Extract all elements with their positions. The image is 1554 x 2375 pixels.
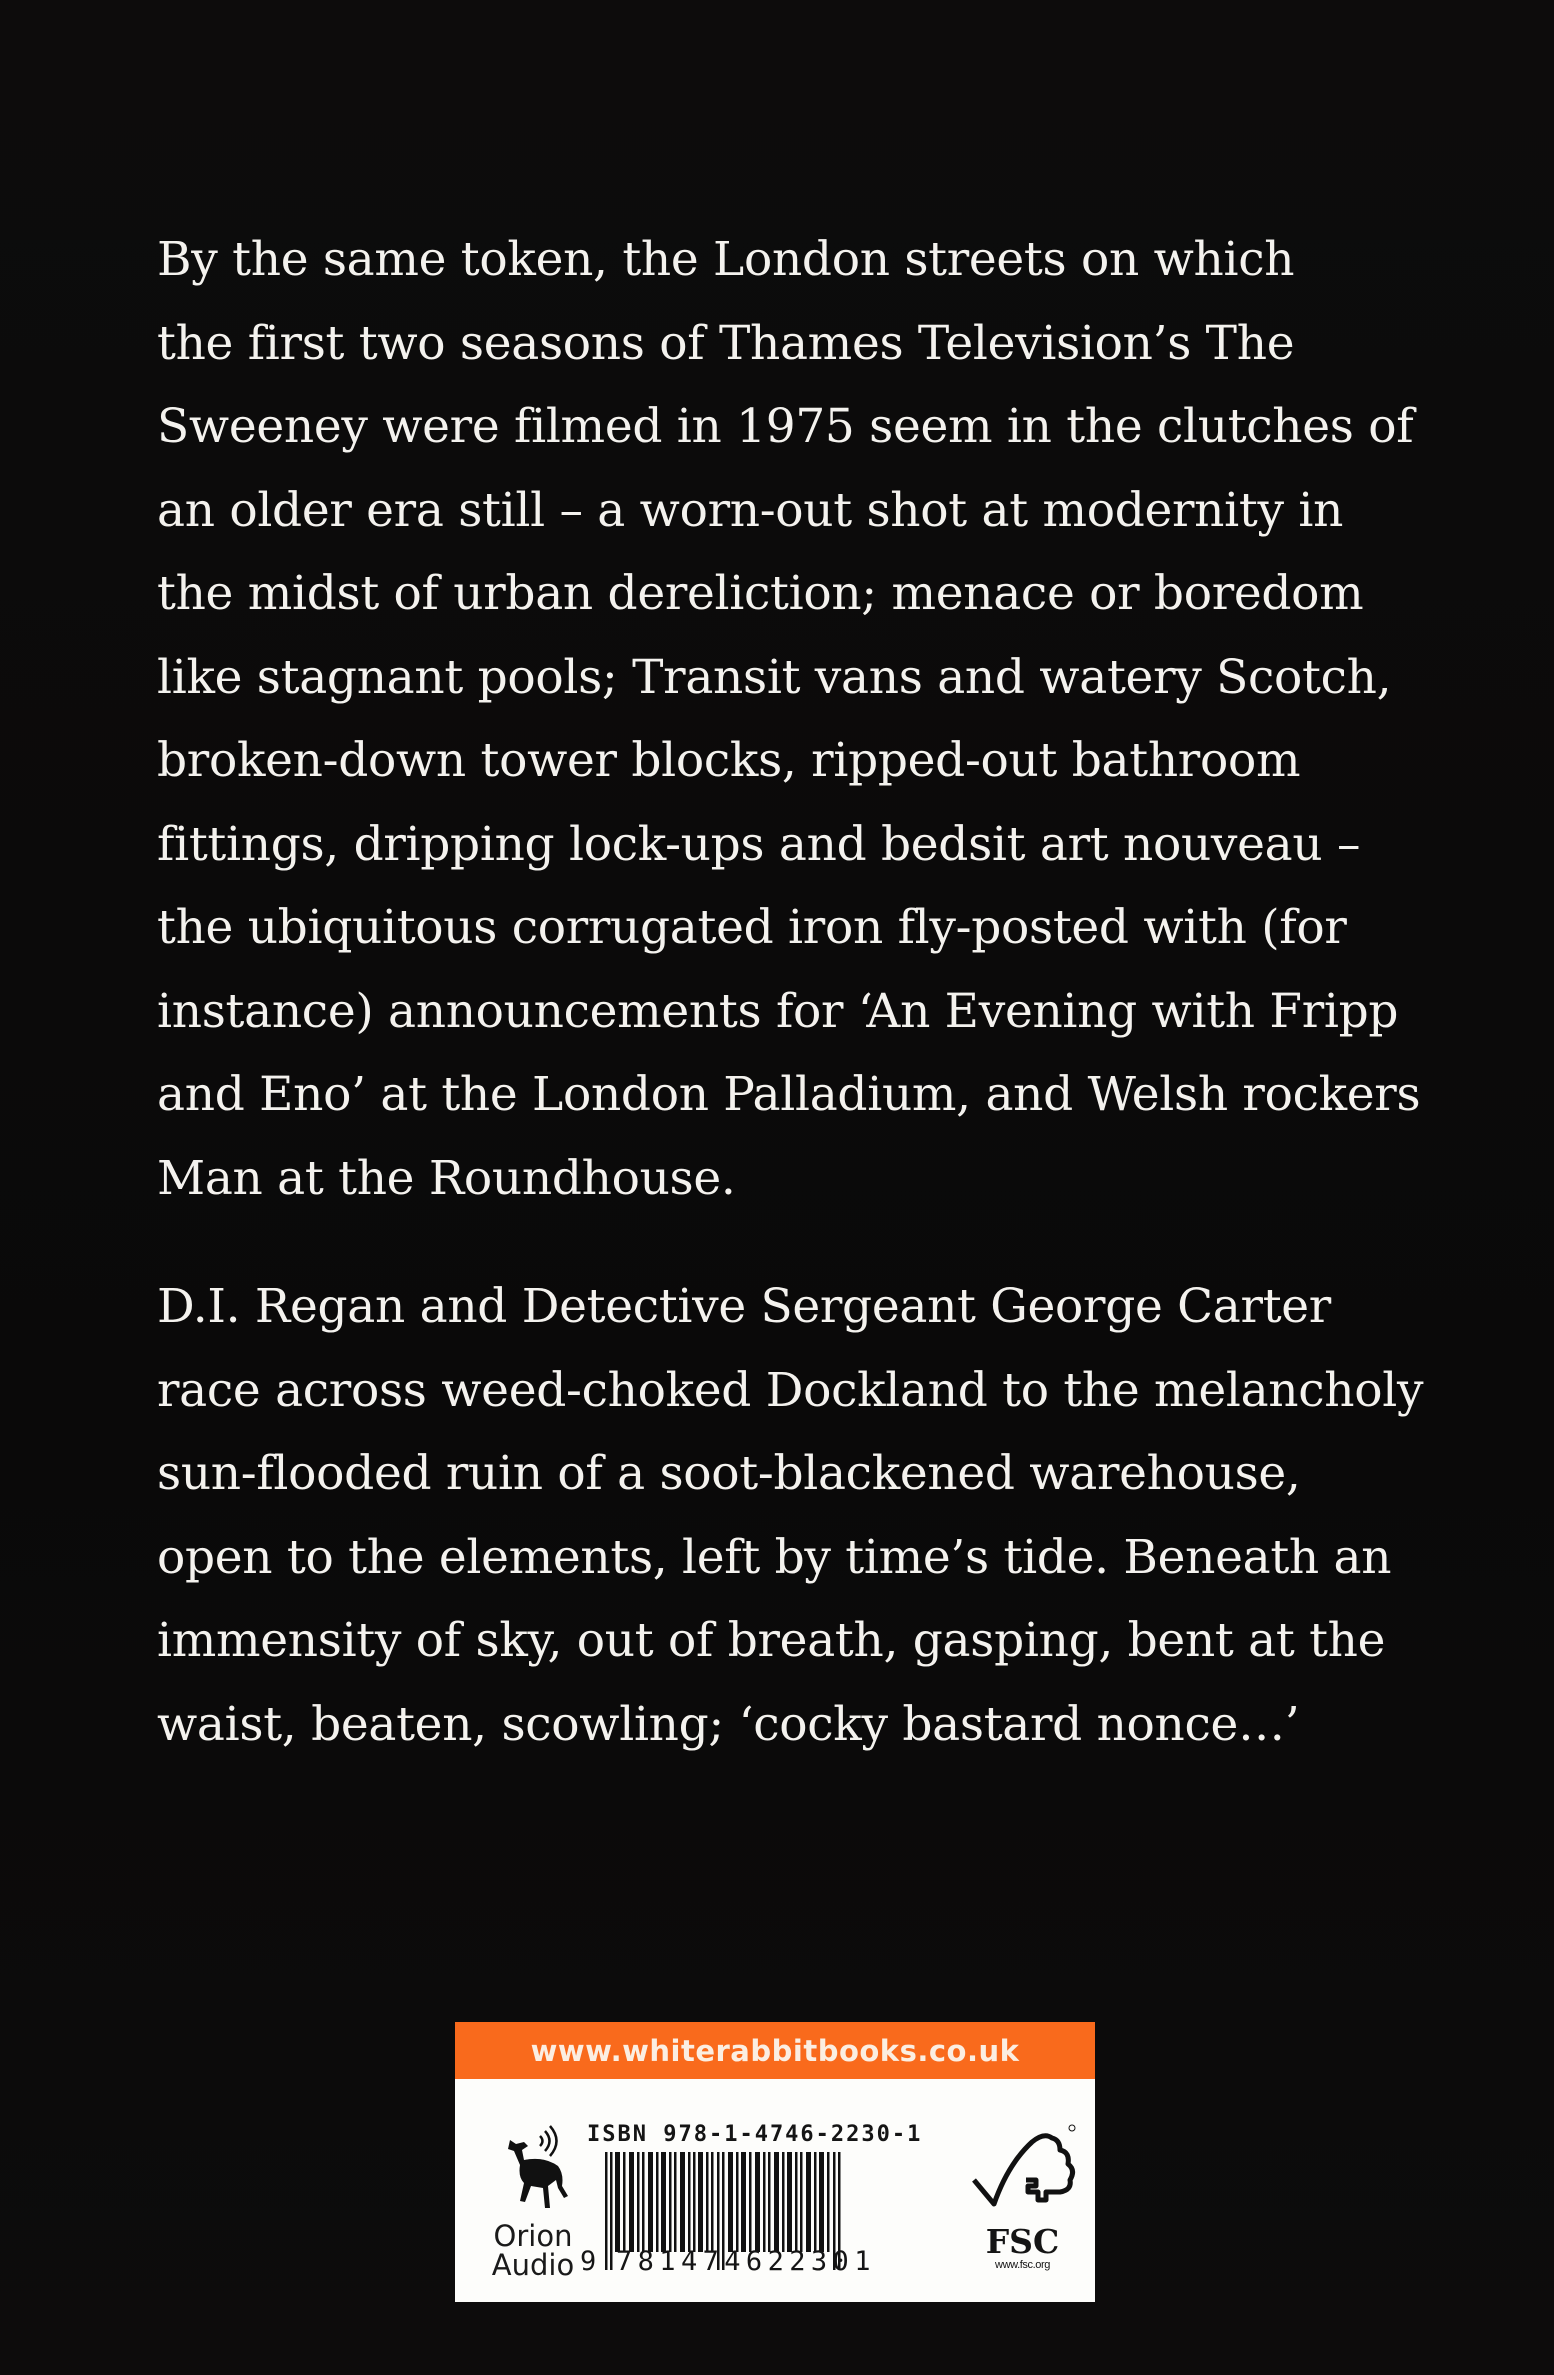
orion-audio-dog-icon	[488, 2122, 578, 2222]
barcode-label	[455, 2022, 1095, 2302]
blurb-line: instance) announcements for ‘An Evening with Fripp	[157, 983, 1399, 1039]
barcode-number	[580, 2246, 876, 2370]
fsc-logo	[965, 2122, 1080, 2282]
barcode-digits: 781474622301	[616, 2246, 876, 2277]
blurb-line: an older era still – a worn-out shot at modernity in	[157, 482, 1344, 538]
blurb-line: the first two seasons of Thames Television’s The	[157, 315, 1295, 371]
blurb-line: fittings, dripping lock-ups and bedsit art nouveau –	[157, 816, 1361, 872]
blurb-line: and Eno’ at the London Palladium, and Welsh rockers	[157, 1067, 1421, 1122]
publisher-name-line2: Audio	[491, 2248, 575, 2282]
blurb-line: immensity of sky, out of breath, gasping, bent at the	[157, 1613, 1386, 1668]
blurb-paragraph-2	[157, 1265, 1437, 1766]
blurb-line: Sweeney were filmed in 1975 seem in the clutches of	[157, 399, 1414, 454]
blurb-line: Man at the Roundhouse.	[157, 1150, 736, 1206]
blurb-line: D.I. Regan and Detective Sergeant George Carter	[157, 1279, 1331, 1334]
blurb-line: the ubiquitous corrugated iron fly-posted with (for	[157, 900, 1347, 955]
isbn-label: ISBN 978-1-4746-2230-1	[587, 2122, 923, 2147]
fsc-url[interactable]: www.fsc.org	[995, 2259, 1050, 2271]
fsc-name: FSC	[985, 2222, 1060, 2261]
blurb-line: the midst of urban dereliction; menace or boredom	[157, 566, 1364, 621]
publisher-logo	[483, 2122, 583, 2282]
blurb-paragraph-1	[157, 218, 1437, 1220]
blurb-line: sun-flooded ruin of a soot-blackened warehouse,	[157, 1446, 1301, 1501]
blurb-line: race across weed-choked Dockland to the melancholy	[157, 1362, 1424, 1418]
website-banner	[455, 2022, 1095, 2079]
website-link[interactable]: www.whiterabbitbooks.co.uk	[530, 2033, 1020, 2068]
fsc-tree-checkmark-icon	[968, 2122, 1078, 2222]
blurb-line: like stagnant pools; Transit vans and watery Scotch,	[157, 649, 1392, 705]
publisher-name-line1: Orion	[493, 2219, 573, 2253]
barcode-lead-digit: 9	[580, 2246, 598, 2277]
blurb-line: broken-down tower blocks, ripped-out bathroom	[157, 733, 1301, 788]
blurb-line: waist, beaten, scowling; ‘cocky bastard nonce…’	[157, 1696, 1300, 1752]
blurb-line: open to the elements, left by time’s tide. Beneath an	[157, 1529, 1392, 1585]
blurb-line: By the same token, the London streets on which	[157, 232, 1295, 287]
